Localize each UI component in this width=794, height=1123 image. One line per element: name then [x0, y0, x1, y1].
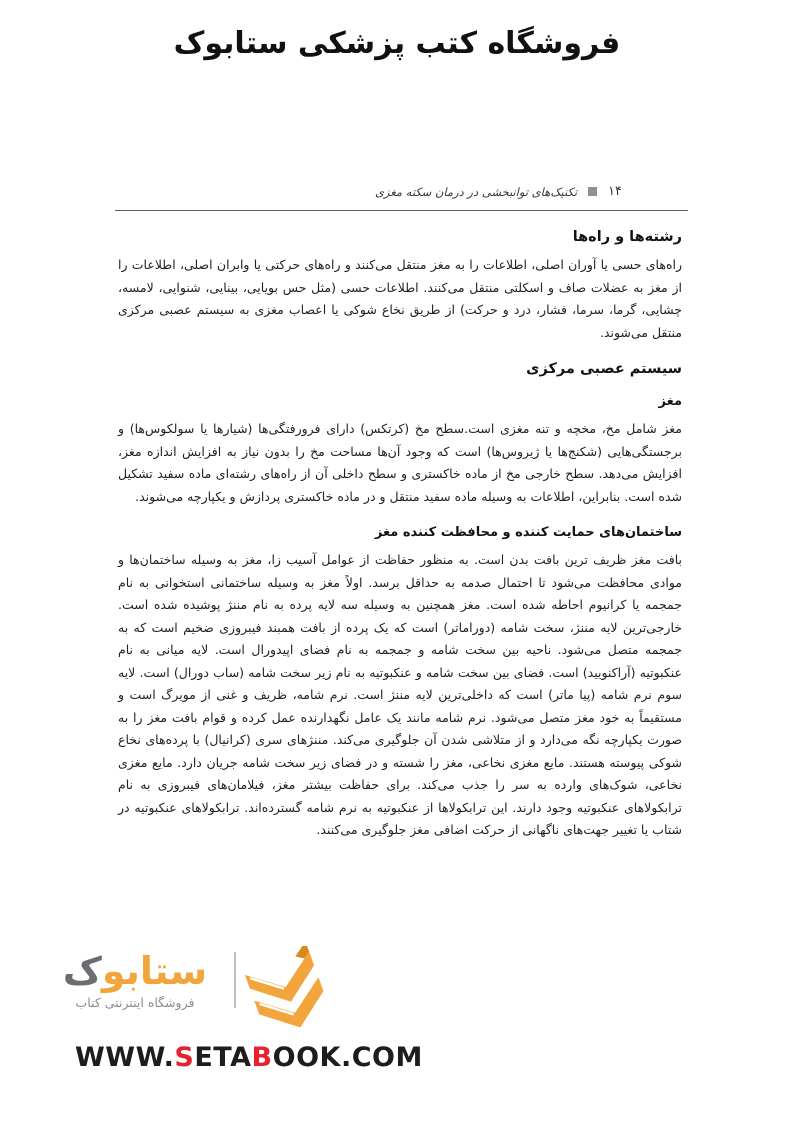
- double-chevron-book-icon: [245, 946, 327, 1030]
- header-rule: [115, 210, 688, 211]
- logo-text-column: [45, 946, 225, 1010]
- section-heading: سیستم عصبی مرکزی: [526, 361, 682, 377]
- content-sections: [118, 212, 682, 846]
- section-heading: رشته‌ها و راه‌ها: [572, 229, 682, 245]
- setabook-logo: [45, 946, 355, 1030]
- body-paragraph: راه‌های حسی یا آوران اصلی، اطلاعات را به مغز منتقل می‌کنند و راه‌های حرکتی یا وابران اصلی، اطلاعات را از مغز به عضلات صاف و اسکلتی منتقل می‌کنند. اطلاعات حسی (مثل حس بویایی، بینایی، شنوایی، لامسه، چشایی، گرما، سرما، فشار، درد و حرکت) از طریق نخاع شوکی یا اعصاب مغزی به سیستم عصبی مرکزی منتقل می‌شوند.: [118, 257, 682, 340]
- text-part: WWW.: [75, 1042, 175, 1073]
- page-number: ۱۴: [608, 184, 622, 199]
- section-heading: مغز: [658, 394, 682, 409]
- body-paragraph: بافت مغز ظریف ترین بافت بدن است. به منظور حفاظت از عوامل آسیب زا، مغز به وسیله ساختمان‌ها و موادی محافظت می‌شود تا احتمال صدمه به حداقل برسد. اولاً مغز به وسیله ساختمانی استخوانی به نام جمجمه یا کرانیوم احاطه شده است. مغز همچنین به وسیله سه لایه پرده به نام مننژ پوشیده شده است. خارجی‌ترین لایه مننژ، سخت شامه (دوراماتر) است که یک پرده از بافت همبند فیبروزی ضخیم است که به جمجمه متصل می‌شود. ناحیه بین سخت شامه و جمجمه به نام فضای اپیدورال است. لایه میانی به نام عنکبوتیه (آراکنویید) است. فضای بین سخت شامه و عنکبوتیه به نام زیر سخت شامه (ساب دورال) است. لایه سوم نرم شامه (پیا ماتر) است که داخلی‌ترین لایه مننژ است. نرم شامه، ظریف و غنی از مویرگ است و مستقیماً به خود مغز متصل می‌شود. نرم شامه مانند یک عامل نگهدارنده عمل کرده و قوام بافت مغز را به صورت یکپارچه نگه می‌دارد و از متلاشی شدن آن جلوگیری می‌کند. مننژهای سری (کرانیال) با پرده‌های نخاع شوکی پیوسته هستند. مایع مغزی نخاعی، مغز را شسته و در فضای زیر سخت شامه جریان دارد. مایع مغزی نخاعی، شوک‌های وارده به سر را جذب می‌کند. برای حفاظت بیشتر مغز، فیلامان‌های فیبروزی به نام ترابکولاهای عنکبوتیه وجود دارند. این ترابکولاها از عنکبوتیه به نرم شامه گسترده‌اند. ترابکولاهای عنکبوتیه در شتاب یا تغییر جهت‌های ناگهانی از حرکت اضافی مغز جلوگیری می‌کنند.: [118, 552, 682, 837]
- text-part: S: [174, 1042, 195, 1073]
- footer: [45, 946, 423, 1073]
- body-paragraph: مغز شامل مخ، مخچه و تنه مغزی است.سطح مخ (کرتکس) دارای فرورفتگی‌ها (شیارها یا سولکوس‌ها) و برجستگی‌هایی (شکنج‌ها یا ژیروس‌ها) است که وجود آن‌ها مساحت مخ را بدون نیاز به افزایش اندازه مغز، افزایش می‌دهد. سطح خارجی مخ از ماده خاکستری و سطح داخلی آن از راه‌های رشته‌ای ماده سفید تشکیل شده است. بنابراین، اطلاعات به وسیله ماده سفید منتقل و در ماده خاکستری پردازش و یکپارچه می‌شوند.: [118, 421, 682, 504]
- site-url: [75, 1042, 423, 1073]
- logo-divider: [234, 952, 236, 1008]
- text-part: ETA: [194, 1042, 252, 1073]
- text-part: B: [251, 1042, 273, 1073]
- section-heading: ساختمان‌های حمایت کننده و محافظت کننده مغز: [374, 525, 682, 540]
- store-title: فروشگاه کتب پزشکی ستابوک: [173, 26, 621, 61]
- logo-tagline: فروشگاه اینترنتی کتاب: [75, 995, 195, 1010]
- book-title: تکنیک‌های توانبخشی در درمان سکته مغزی: [374, 184, 578, 199]
- logo-wordmark: [45, 949, 225, 993]
- text-part: ک: [62, 949, 102, 993]
- text-part: ستابو: [101, 949, 208, 993]
- text-part: OOK.COM: [272, 1042, 423, 1073]
- running-header: [118, 184, 682, 199]
- square-bullet-icon: [588, 187, 597, 196]
